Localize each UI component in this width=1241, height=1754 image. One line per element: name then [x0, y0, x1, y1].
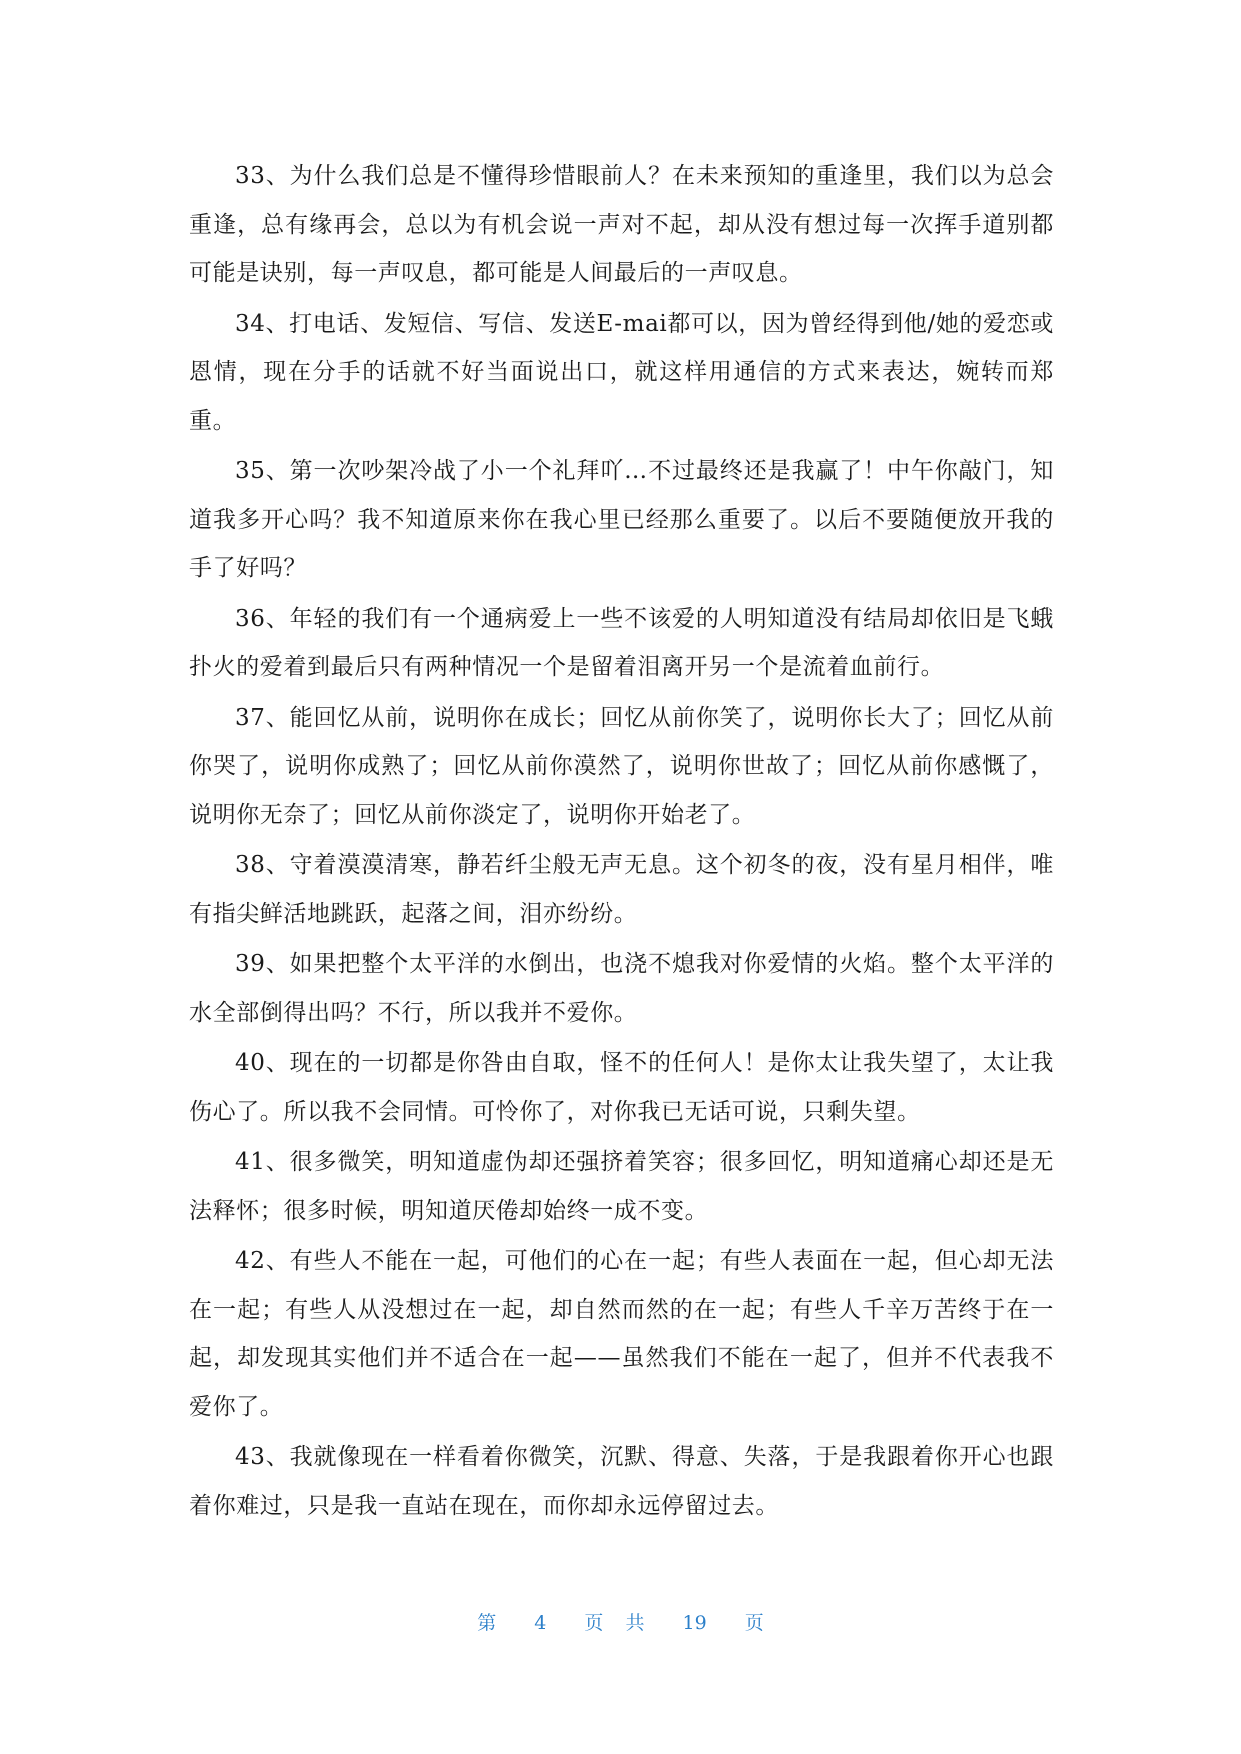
- footer-prefix: 第: [477, 1612, 497, 1634]
- paragraph-43: 43、我就像现在一样看着你微笑，沉默、得意、失落，于是我跟着你开心也跟着你难过，只是我一直站在现在，而你却永远停留过去。: [189, 1444, 1054, 1519]
- paragraph-42: 42、有些人不能在一起，可他们的心在一起；有些人表面在一起，但心却无法在一起；有些人从没想过在一起，却自然而然的在一起；有些人千辛万苦终于在一起，却发现其实他们并不适合在一起——虽然我们不能在一起了，但并不代表我不爱你了。: [189, 1248, 1054, 1420]
- paragraph-39: 39、如果把整个太平洋的水倒出，也浇不熄我对你爱情的火焰。整个太平洋的水全部倒得出吗？不行，所以我并不爱你。: [189, 951, 1054, 1026]
- footer-total-pages: 19: [682, 1612, 707, 1634]
- page-footer: [0, 1608, 1241, 1635]
- paragraph-37: 37、能回忆从前，说明你在成长；回忆从前你笑了，说明你长大了；回忆从前你哭了，说明你成熟了；回忆从前你漠然了，说明你世故了；回忆从前你感慨了，说明你无奈了；回忆从前你淡定了，说明你开始老了。: [189, 704, 1054, 828]
- footer-current-page: 4: [534, 1612, 547, 1634]
- document-body: [189, 152, 1054, 1532]
- paragraph-36: 36、年轻的我们有一个通病爱上一些不该爱的人明知道没有结局却依旧是飞蛾扑火的爱着到最后只有两种情况一个是留着泪离开另一个是流着血前行。: [189, 605, 1054, 680]
- paragraph-34: 34、打电话、发短信、写信、发送E-mai都可以，因为曾经得到他/她的爱恋或恩情，现在分手的话就不好当面说出口，就这样用通信的方式来表达，婉转而郑重。: [189, 310, 1054, 434]
- paragraph-38: 38、守着漠漠清寒，静若纤尘般无声无息。这个初冬的夜，没有星月相伴，唯有指尖鲜活地跳跃，起落之间，泪亦纷纷。: [189, 852, 1054, 927]
- paragraph-41: 41、很多微笑，明知道虚伪却还强挤着笑容；很多回忆，明知道痛心却还是无法释怀；很多时候，明知道厌倦却始终一成不变。: [189, 1149, 1054, 1224]
- footer-middle: 页 共: [584, 1612, 645, 1634]
- footer-suffix: 页: [744, 1612, 764, 1634]
- paragraph-35: 35、第一次吵架冷战了小一个礼拜吖…不过最终还是我赢了！中午你敲门，知道我多开心吗？我不知道原来你在我心里已经那么重要了。以后不要随便放开我的手了好吗？: [189, 458, 1054, 581]
- paragraph-40: 40、现在的一切都是你咎由自取，怪不的任何人！是你太让我失望了，太让我伤心了。所以我不会同情。可怜你了，对你我已无话可说，只剩失望。: [189, 1050, 1054, 1125]
- paragraph-33: 33、为什么我们总是不懂得珍惜眼前人？在未来预知的重逢里，我们以为总会重逢，总有缘再会，总以为有机会说一声对不起，却从没有想过每一次挥手道别都可能是诀别，每一声叹息，都可能是人间最后的一声叹息。: [189, 163, 1054, 286]
